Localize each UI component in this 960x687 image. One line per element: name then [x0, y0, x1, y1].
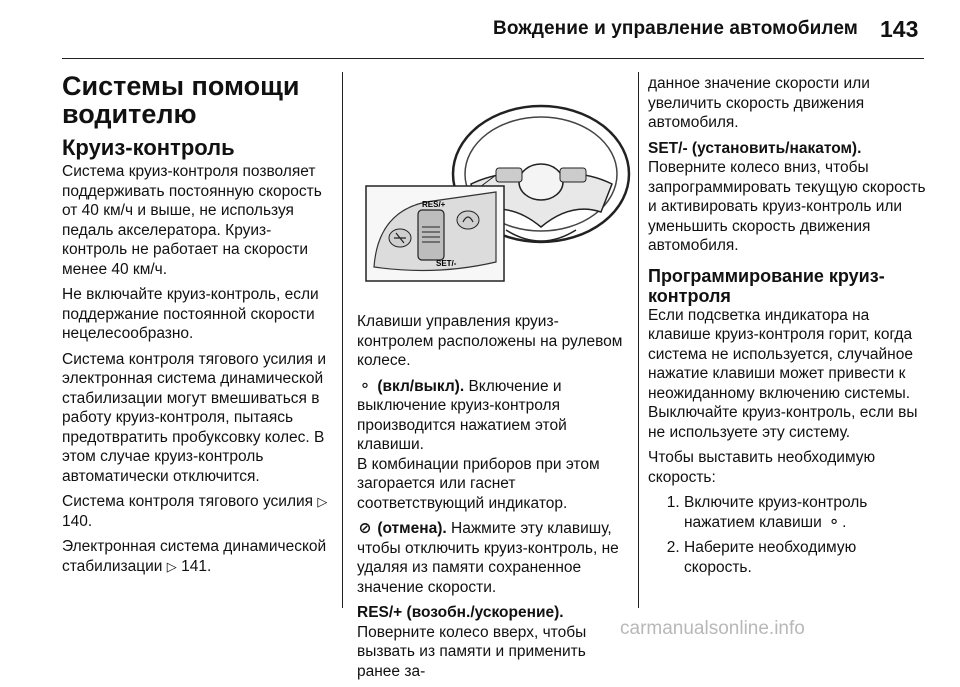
res-continued-paragraph: данное значение скорости или увеличить скорость движения автомобиля. — [648, 75, 870, 131]
page-ref-icon[interactable]: ▷ — [166, 558, 177, 574]
column-right — [648, 74, 928, 583]
cancel-text: Нажмите эту клавишу, чтобы отключить круиз-контроль, не удаляя из памяти сохраненное значение скорости. — [357, 520, 619, 596]
control-keys-closeup — [366, 186, 504, 281]
steps-list — [648, 493, 928, 577]
section-heading: Системы помощи водителю — [62, 71, 300, 129]
column-middle — [357, 312, 629, 687]
cruise-control-icon: ⚬ — [358, 377, 372, 395]
res-text: Поверните колесо вверх, чтобы вызвать из памяти и применить ранее за- — [357, 623, 587, 680]
steps-intro: Чтобы выставить необходимую скорость: — [648, 449, 876, 486]
set-key-label: SET/- — [436, 259, 457, 268]
intro-paragraph: Система круиз-контроля позволяет поддерживать постоянную скорость от 40 км/ч и выше, не используя педаль акселератора. Круиз-контроль не работает на скорости менее 40 км/ч. — [62, 163, 322, 278]
traction-paragraph: Система контроля тягового усилия и электронная система динамической стабилизации могут вмешиваться в работу круиз-контроля, пытаясь предотвратить пробуксовку колес. В этом случае круиз-контроль автоматически отключится. — [62, 350, 326, 485]
onoff-paragraph — [357, 377, 629, 514]
indicator-paragraph: Если подсветка индикатора на клавише круиз-контроля горит, когда система не используется, случайное нажатие клавиши может привести к неожиданному включению системы. Выключайте круиз-контроль, если вы не используете эту систему. — [648, 306, 918, 441]
cancel-label: (отмена). — [377, 520, 447, 537]
res-paragraph — [357, 603, 629, 681]
onoff-text-2: В комбинации приборов при этом загорается или гаснет соответствующий индикатор. — [357, 455, 600, 512]
cancel-paragraph — [357, 519, 629, 597]
onoff-text: Включение и выключение круиз-контроля производится нажатием этой клавиши. — [357, 377, 567, 453]
header-rule — [62, 58, 924, 59]
step-1-text: Включите круиз-контроль нажатием клавиши — [684, 494, 868, 531]
esc-ref-paragraph — [62, 537, 332, 576]
traction-ref-page[interactable]: 140. — [62, 512, 93, 530]
running-title: Вождение и управление автомобилем — [493, 18, 858, 39]
res-label: RES/+ (возобн./ускорение). — [357, 604, 564, 621]
page-ref-icon[interactable]: ▷ — [317, 494, 328, 509]
traction-ref-paragraph — [62, 492, 332, 531]
traction-ref-text: Система контроля тягового усилия — [62, 493, 314, 510]
cancel-icon: ⊘ — [358, 520, 372, 537]
onoff-label: (вкл/выкл). — [377, 377, 465, 395]
set-label: SET/- (установить/накатом). — [648, 139, 862, 157]
page-number: 143 — [880, 16, 919, 42]
watermark: carmanualsonline.info — [620, 618, 805, 639]
column-divider — [342, 72, 343, 608]
warning-paragraph: Не включайте круиз-контроль, если поддержание постоянной скорости нецелесообразно. — [62, 286, 319, 342]
res-key-label: RES/+ — [422, 200, 446, 209]
list-item: 2. Наберите необходимую скорость. — [684, 538, 928, 577]
page-header — [0, 0, 960, 62]
column-left — [62, 72, 332, 582]
keys-location-paragraph: Клавиши управления круиз-контролем расположены на рулевом колесе. — [357, 313, 623, 369]
set-paragraph — [648, 139, 928, 256]
cruise-control-heading: Круиз-контроль — [62, 135, 235, 160]
steering-wheel-illustration — [356, 62, 636, 302]
cruise-control-icon: ⚬ — [827, 513, 841, 531]
esc-ref-page[interactable]: 141. — [181, 557, 212, 575]
esc-ref-text: Электронная система динамической стабилизации — [62, 538, 327, 575]
list-item: 1. Включите круиз-контроль нажатием клавиши ⚬. — [684, 493, 928, 532]
set-text: Поверните колесо вниз, чтобы запрограммировать текущую скорость и активировать круиз-контроль или уменьшить скорость движения автомобиля. — [648, 159, 926, 254]
programming-heading: Программирование круиз-контроля — [648, 265, 885, 306]
column-divider — [638, 72, 639, 608]
